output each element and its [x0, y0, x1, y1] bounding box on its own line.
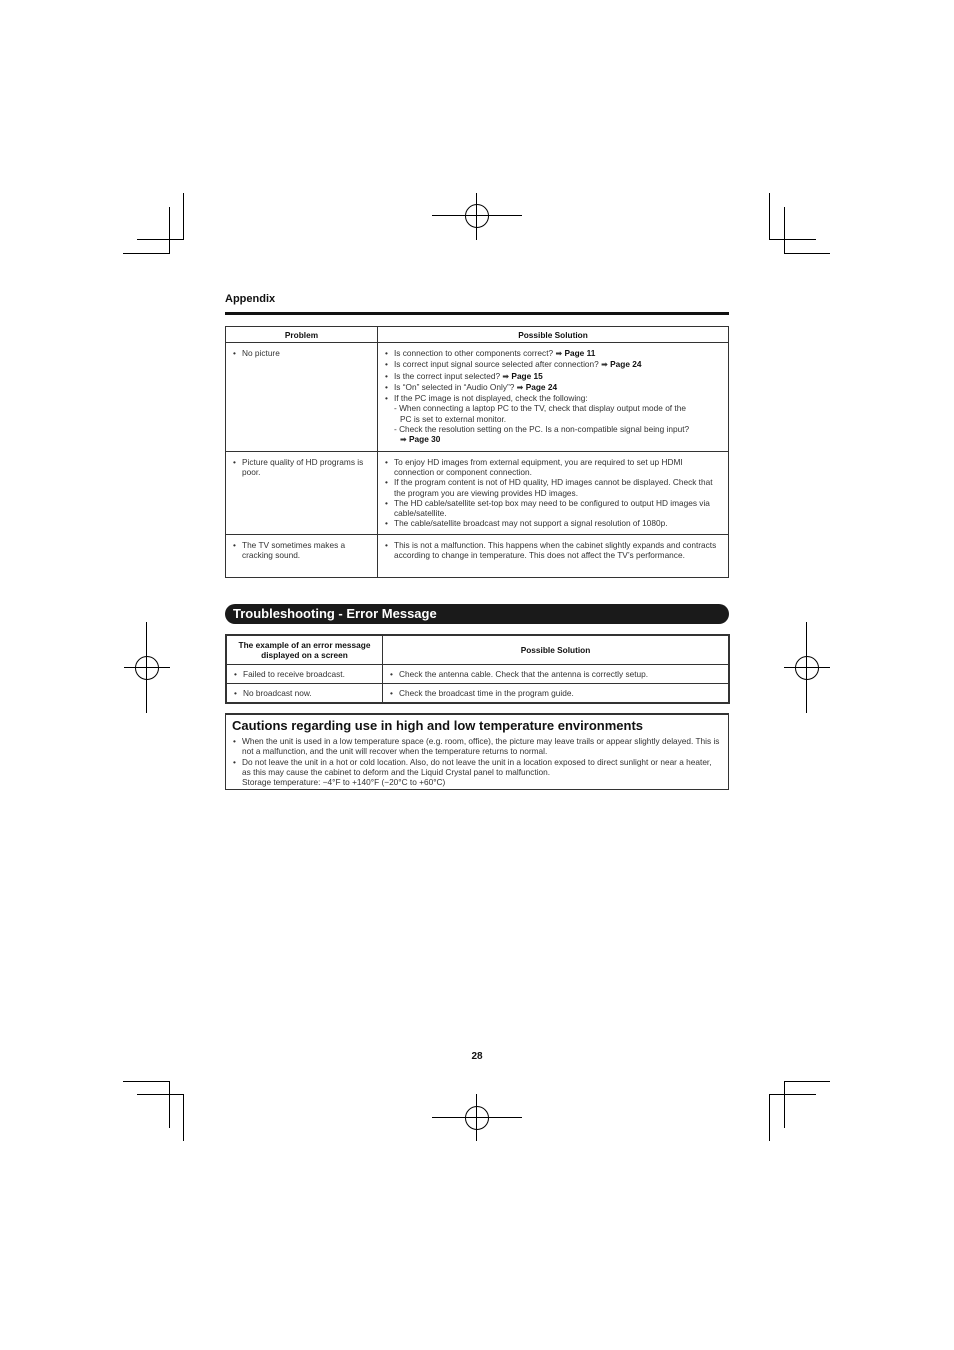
arrow-icon: ➡: [555, 349, 563, 358]
solution-item: • Is “On” selected in “Audio Only”? ➡ Page 24: [384, 382, 722, 393]
solution-cell: • Check the antenna cable. Check that the antenna is correctly setup.: [383, 665, 730, 684]
cautions-box: [225, 713, 729, 790]
solution-cell: [378, 534, 729, 577]
table-row: [226, 534, 729, 577]
page-number: 28: [471, 1051, 483, 1062]
table-header-row: [226, 327, 729, 343]
error-message-cell: • Failed to receive broadcast.: [226, 665, 383, 684]
error-message-cell: • No broadcast now.: [226, 684, 383, 704]
solution-cell: [378, 451, 729, 534]
error-message-column-header: The example of an error message displayed on a screen: [226, 635, 383, 665]
page-reference: Page 30: [409, 434, 441, 445]
problem-text: • The TV sometimes makes a cracking sound.: [232, 540, 371, 561]
arrow-icon: ➡: [400, 435, 407, 445]
error-message-table: [225, 634, 730, 704]
sub-item: - When connecting a laptop PC to the TV, check that display output mode of the: [394, 403, 686, 414]
table-row: [226, 343, 729, 452]
solution-column-header: Possible Solution: [383, 635, 730, 665]
storage-temperature: Storage temperature: −4°F to +140°F (−20°C to +60°C): [242, 777, 446, 788]
section-divider: [225, 312, 729, 315]
troubleshooting-table: [225, 326, 729, 578]
sub-item-reference: [384, 434, 722, 445]
solution-item: • Is the correct input selected? ➡ Page 15: [384, 371, 722, 382]
problem-cell: [226, 451, 378, 534]
table-row: [226, 684, 729, 704]
caution-item: • When the unit is used in a low temperature space (e.g. room, office), the picture may leave trails or appear slightly delayed. This is not a malfunction, and the unit will recover when the temperature returns to normal.: [232, 736, 722, 757]
section-label: Appendix: [225, 293, 276, 305]
arrow-icon: ➡: [516, 382, 524, 392]
troubleshooting-error-message-heading: Troubleshooting - Error Message: [225, 604, 729, 624]
solution-item: • The HD cable/satellite set-top box may need to be configured to output HD images via cable/satellite.: [384, 498, 722, 519]
page-reference: Page 11: [564, 348, 596, 358]
table-row: [226, 665, 729, 684]
cautions-list: [232, 736, 722, 787]
solution-item: • If the program content is not of HD quality, HD images cannot be displayed. Check that the program you are viewing provides HD images.: [384, 477, 722, 498]
page-reference: Page 24: [525, 381, 558, 392]
problem-cell: [226, 343, 378, 452]
table-header-row: [226, 635, 729, 665]
caution-item: • Do not leave the unit in a hot or cold location. Also, do not leave the unit in a location exposed to direct sunlight or near a heater, as this may cause the cabinet to deform and the Liquid Crystal panel to malfunction. Storage temperature: −4°F to +140°F (−20°C to +60°C): [232, 757, 722, 788]
solution-item: • The cable/satellite broadcast may not support a signal resolution of 1080p.: [384, 518, 722, 528]
problem-cell: [226, 534, 378, 577]
solution-cell: • Check the broadcast time in the program guide.: [383, 684, 730, 704]
page-reference: Page 15: [511, 370, 543, 381]
sub-item: - Check the resolution setting on the PC. Is a non-compatible signal being input?: [394, 424, 690, 435]
arrow-icon: ➡: [502, 371, 510, 381]
solution-item: • To enjoy HD images from external equipment, you are required to set up HDMI connection or component connection.: [384, 457, 722, 478]
cautions-title: Cautions regarding use in high and low temperature environments: [232, 718, 644, 733]
problem-text: • No picture: [232, 348, 371, 358]
solution-item: • This is not a malfunction. This happens when the cabinet slightly expands and contracts according to change in temperature. This does not affect the TV’s performance.: [384, 540, 722, 561]
solution-column-header: Possible Solution: [378, 327, 729, 343]
table-row: [226, 451, 729, 534]
solution-item: • Is connection to other components correct? ➡ Page 11: [384, 348, 722, 359]
solution-cell: [378, 343, 729, 452]
arrow-icon: ➡: [601, 360, 608, 370]
problem-column-header: Problem: [226, 327, 378, 343]
solution-item: • If the PC image is not displayed, check the following:: [384, 393, 722, 403]
sub-item-continued: PC is set to external monitor.: [400, 413, 507, 424]
solution-item: • Is correct input signal source selected after connection? ➡ Page 24: [384, 359, 722, 370]
problem-text: • Picture quality of HD programs is poor.: [232, 457, 371, 478]
page-reference: Page 24: [610, 359, 642, 370]
